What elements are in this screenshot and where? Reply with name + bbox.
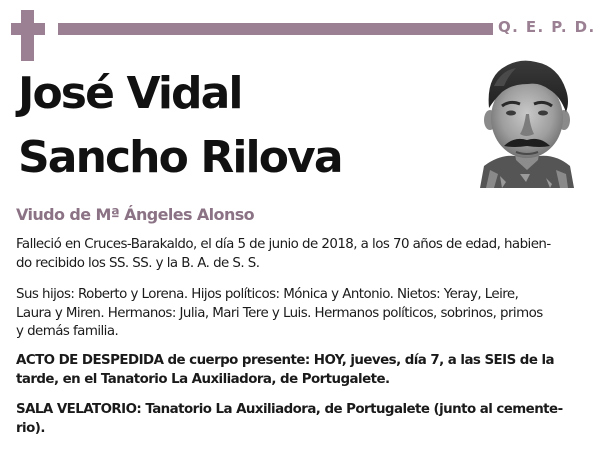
portrait-photo xyxy=(480,56,574,188)
cross-vertical-bar xyxy=(21,10,34,61)
header-rule xyxy=(58,23,493,35)
deceased-name-line-1: José Vidal xyxy=(18,68,242,119)
cross-horizontal-bar xyxy=(11,23,45,35)
death-notice-paragraph xyxy=(16,236,583,273)
text-line: SALA VELATORIO: Tanatorio La Auxiliadora, de Portugalete (junto al cemente- xyxy=(16,402,563,417)
text-line: rio). xyxy=(16,420,45,436)
text-line: do recibido los SS. SS. y la B. A. de S. S. xyxy=(16,255,260,271)
deceased-name-line-2: Sancho Rilova xyxy=(18,132,342,183)
widow-line: Viudo de Mª Ángeles Alonso xyxy=(16,205,255,224)
family-paragraph xyxy=(16,286,583,342)
wake-paragraph xyxy=(16,401,583,438)
text-line: Sus hijos: Roberto y Lorena. Hijos políticos: Mónica y Antonio. Nietos: Yeray, Leire, xyxy=(16,287,519,302)
text-line: ACTO DE DESPEDIDA de cuerpo presente: HOY, jueves, día 7, a las SEIS de la xyxy=(16,353,554,368)
qepd-label: Q. E. P. D. xyxy=(498,18,596,36)
text-line: y demás familia. xyxy=(16,324,119,339)
text-line: Falleció en Cruces-Barakaldo, el día 5 de junio de 2018, a los 70 años de edad, habien- xyxy=(16,237,551,252)
text-line: tarde, en el Tanatorio La Auxiliadora, de Portugalete. xyxy=(16,371,390,387)
farewell-paragraph xyxy=(16,352,583,389)
text-line: Laura y Miren. Hermanos: Julia, Mari Tere y Luis. Hermanos políticos, sobrinos, primos xyxy=(16,305,543,321)
